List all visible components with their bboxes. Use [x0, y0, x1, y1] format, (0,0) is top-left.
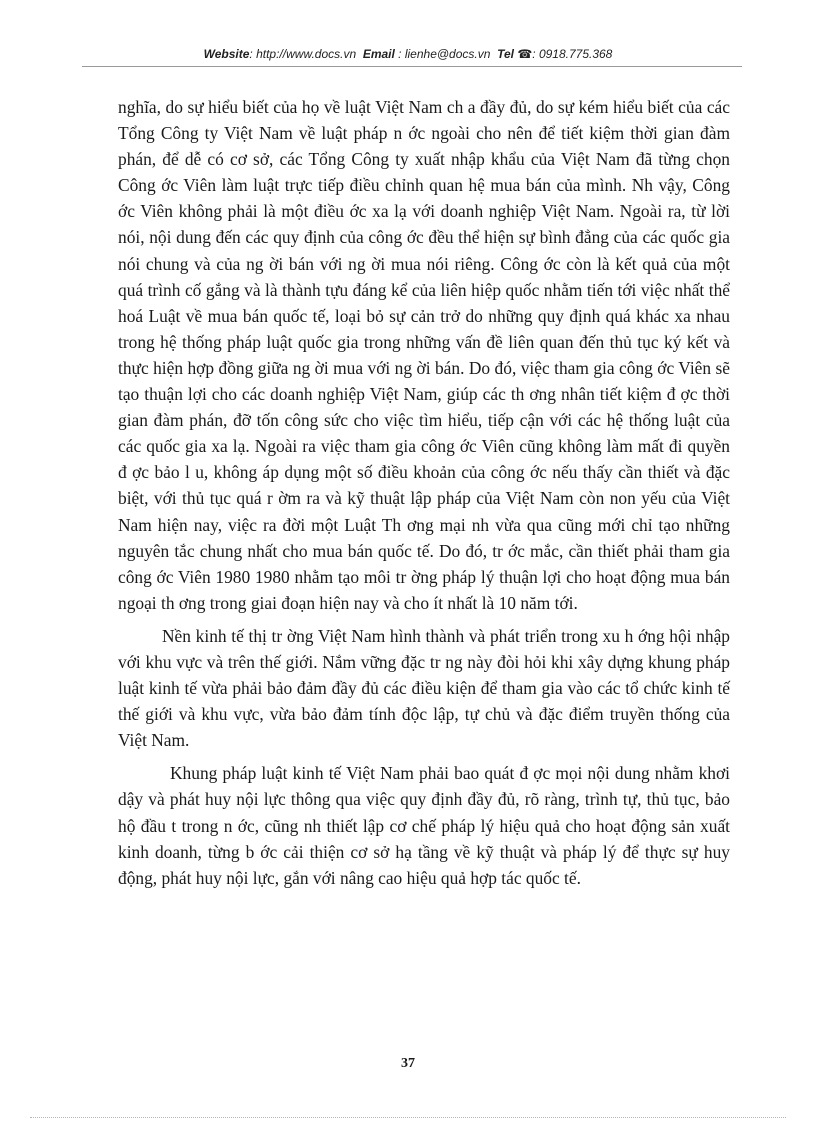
paragraph-3: Khung pháp luật kinh tế Việt Nam phải bao quát đ ợc mọi nội dung nhằm khơi dậy và phát huy nội lực thông qua việc quy định đầy đủ, rõ ràng, trình tự, thủ tục, bảo hộ đầu t trong n ớc, cũng nh thiết lập cơ chế pháp lý hiệu quả cho hoạt động sản xuất kinh doanh, từng b ớc cải thiện cơ sở hạ tầng về kỹ thuật và pháp lý để thực sự huy động, phát huy nội lực, gắn với nâng cao hiệu quả hợp tác quốc tế. [118, 763, 730, 888]
paragraph-1: nghĩa, do sự hiểu biết của họ về luật Việt Nam ch a đầy đủ, do sự kém hiểu biết của các Tổng Công ty Việt Nam về luật pháp n ớc ngoài cho nên để tiết kiệm thời gian đàm phán, để dễ có cơ sở, các Tổng Công ty xuất nhập khẩu của Việt Nam đã từng chọn Công ớc Viên làm luật trực tiếp điều chỉnh quan hệ mua bán của mình. Nh vậy, Công ớc Viên không phải là một điều ớc xa lạ với doanh nghiệp Việt Nam. Ngoài ra, từ lời nói, nội dung đến các quy định của công ớc đều thể hiện sự bình đẳng của các quốc gia nói chung và của ng ời bán với ng ời mua nói riêng. Công ớc còn là kết quả của một quá trình cố gắng và là thành tựu đáng kể của liên hiệp quốc nhằm tiến tới việc nhất thể hoá Luật về mua bán quốc tế, loại bỏ sự cản trở do những quy định quá khác xa nhau trong hệ thống pháp luật quốc gia trong những vấn đề liên quan đến thủ tục ký kết và thực hiện hợp đồng giữa ng ời mua với ng ời bán. Do đó, việc tham gia công ớc Viên sẽ tạo thuận lợi cho các doanh nghiệp Việt Nam, giúp các th ơng nhân tiết kiệm đ ợc thời gian đàm phán, đỡ tốn công sức cho việc tìm hiểu, tiếp cận với các hệ thống luật của các quốc gia xa lạ. Ngoài ra việc tham gia công ớc Viên cũng không làm mất đi quyền đ ợc bảo l u, không áp dụng một số điều khoản của công ớc nếu thấy cần thiết và đặc biệt, với thủ tục quá r ờm ra và kỹ thuật lập pháp của Việt Nam còn non yếu của Việt Nam hiện nay, việc ra đời một Luật Th ơng mại nh vừa qua cũng mới chỉ tạo những nguyên tắc chung nhất cho mua bán quốc tế. Do đó, tr ớc mắc, cần thiết phải tham gia công ớc Viên 1980 1980 nhằm tạo môi tr ờng pháp lý thuận lợi cho hoạt động mua bán ngoại th ơng trong giai đoạn hiện nay và cho ít nhất là 10 năm tới. [118, 97, 730, 613]
header-divider [82, 66, 742, 67]
page-header [0, 47, 816, 61]
phone-icon: ☎ [517, 47, 533, 61]
website-label: Website [203, 47, 250, 61]
tel-value: : 0918.775.368 [532, 47, 613, 61]
paragraph-2: Nền kinh tế thị tr ờng Việt Nam hình thành và phát triển trong xu h ớng hội nhập với khu vực và trên thế giới. Nắm vững đặc tr ng này đòi hỏi khi xây dựng khung pháp luật kinh tế vừa phải bảo đảm đầy đủ các điều kiện để tham gia vào các tổ chức kinh tế thế giới và khu vực, vừa bảo đảm tính độc lập, tự chủ và đặc điểm truyền thống của Việt Nam. [118, 625, 730, 751]
footer-divider [30, 1117, 786, 1118]
email-label: Email [362, 47, 395, 61]
website-value: : http://www.docs.vn [249, 47, 357, 61]
email-value: : lienhe@docs.vn [398, 47, 491, 61]
tel-label: Tel [497, 47, 514, 61]
document-body [118, 94, 730, 898]
page-number: 37 [401, 1056, 415, 1071]
